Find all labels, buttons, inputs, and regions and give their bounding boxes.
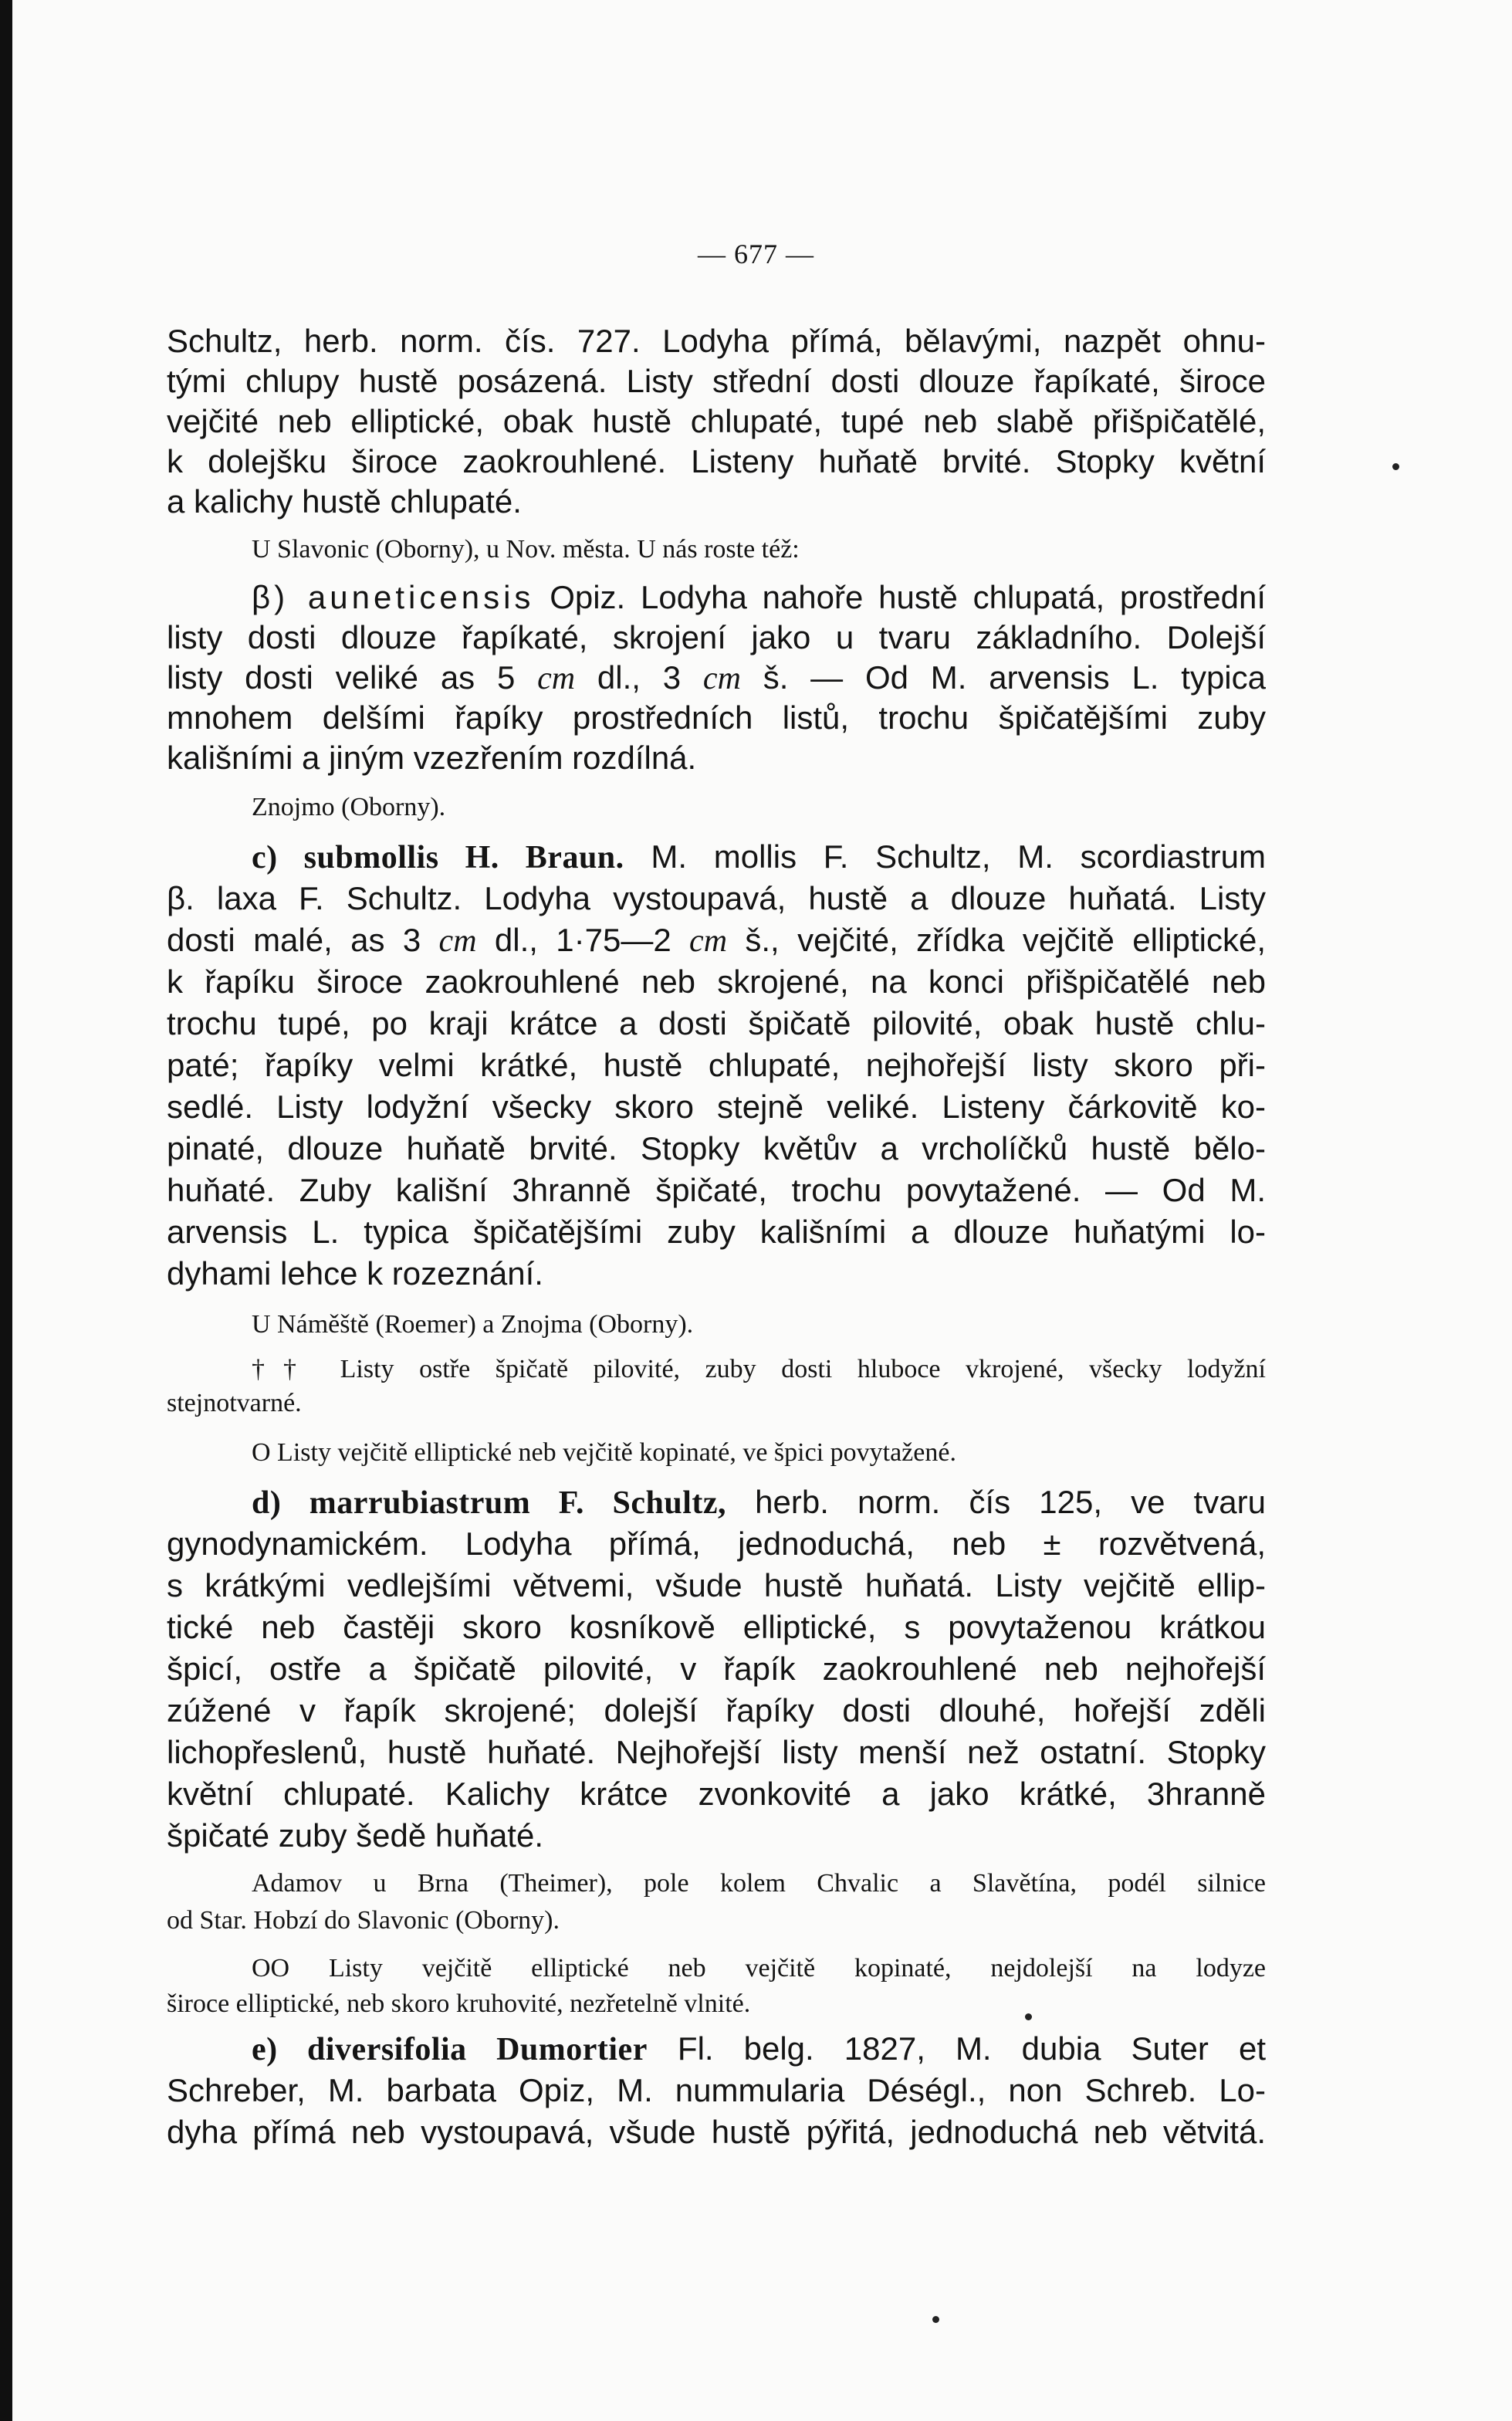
key-line: OO Listy vejčitě elliptické neb vejčitě kopinaté, nejdolejší na lodyze [252, 1954, 1266, 1983]
text-line: lichopřeslenů, hustě huňaté. Nejhořejší listy menší než ostatní. Stopky [167, 1734, 1266, 1770]
text-line: gynodynamickém. Lodyha přímá, jednoduchá, neb ± rozvětvená, [167, 1525, 1266, 1562]
text-line: arvensis L. typica špičatějšími zuby kališními a dlouze huňatými lo- [167, 1214, 1266, 1250]
text-line: listy dosti veliké as 5 cm dl., 3 cm š. — Od M. arvensis L. typica [167, 659, 1266, 696]
text-line: kališními a jiným vzezřením rozdílná. [167, 740, 697, 776]
text-line: květní chlupaté. Kalichy krátce zvonkovité a jako krátké, 3hranně [167, 1776, 1266, 1812]
text-line: pinaté, dlouze huňatě brvité. Stopky květův a vrcholíčků hustě bělo- [167, 1130, 1266, 1166]
page-number: — 677 — [698, 239, 814, 269]
text-line: Schreber, M. barbata Opiz, M. nummularia Déségl., non Schreb. Lo- [167, 2072, 1266, 2108]
scan-speck [1025, 2013, 1032, 2020]
locality-line: Adamov u Brna (Theimer), pole kolem Chvalic a Slavětína, podél silnice [252, 1869, 1266, 1898]
locality-line: od Star. Hobzí do Slavonic (Oborny). [167, 1906, 560, 1935]
locality-line: Znojmo (Oborny). [252, 793, 446, 821]
scan-speck [1392, 463, 1399, 470]
text-line: zúžené v řapík skrojené; dolejší řapíky dosti dlouhé, hořejší zděli [167, 1692, 1266, 1729]
heading-name: e) diversifolia Dumortier [252, 2032, 648, 2067]
text-line: k dolejšku široce zaokrouhlené. Listeny huňatě brvité. Stopky květní [167, 443, 1266, 479]
text-line: špicí, ostře a špičatě pilovité, v řapík zaokrouhlené neb nejhořejší [167, 1651, 1266, 1687]
variety-e-heading: e) diversifolia Dumortier Fl. belg. 1827, M. dubia Suter et [252, 2030, 1266, 2067]
text-line: tické neb častěji skoro kosníkově elliptické, s povytaženou krátkou [167, 1609, 1266, 1645]
heading-name: β) auneticensis [252, 579, 535, 615]
text-line: s krátkými vedlejšími větvemi, všude hustě huňatá. Listy vejčitě ellip- [167, 1567, 1266, 1603]
key-line: stejnotvarné. [167, 1389, 302, 1417]
text-line: trochu tupé, po kraji krátce a dosti špičatě pilovité, obak hustě chlu- [167, 1005, 1266, 1041]
locality-line: U Náměště (Roemer) a Znojma (Oborny). [252, 1310, 694, 1339]
text-line: dyha přímá neb vystoupavá, všude hustě pýřitá, jednoduchá neb větvitá. [167, 2114, 1266, 2150]
text-line: k řapíku široce zaokrouhlené neb skrojené, na konci přišpičatělé neb [167, 963, 1266, 1000]
text-line: a kalichy hustě chlupaté. [167, 483, 522, 520]
key-line: †† Listy ostře špičatě pilovité, zuby dosti hluboce vkrojené, všecky lodyžní [252, 1355, 1266, 1383]
text-line: vejčité neb elliptické, obak hustě chlupaté, tupé neb slabě přišpičatělé, [167, 403, 1266, 439]
locality-line: U Slavonic (Oborny), u Nov. města. U nás roste též: [252, 535, 800, 564]
text-line: huňaté. Zuby kališní 3hranně špičaté, trochu povytažené. — Od M. [167, 1172, 1266, 1208]
text-line: β. laxa F. Schultz. Lodyha vystoupavá, hustě a dlouze huňatá. Listy [167, 880, 1266, 916]
heading-name: c) submollis H. Braun. [252, 840, 624, 875]
text-line: mnohem delšími řapíky prostředních listů, trochu špičatějšími zuby [167, 699, 1266, 736]
text-line: špičaté zuby šedě huňaté. [167, 1817, 544, 1854]
text-line: listy dosti dlouze řapíkaté, skrojení jako u tvaru základního. Dolejší [167, 619, 1266, 655]
variety-d-heading: d) marrubiastrum F. Schultz, herb. norm. čís 125, ve tvaru [252, 1484, 1267, 1521]
variety-beta-line: β) auneticensis Opiz. Lodyha nahoře hustě chlupatá, prostřední [252, 579, 1267, 615]
text-line: tými chlupy hustě posázená. Listy střední dosti dlouze řapíkaté, široce [167, 363, 1266, 399]
heading-name: d) marrubiastrum F. Schultz, [252, 1485, 727, 1521]
scan-edge [0, 0, 12, 2421]
text-line: sedlé. Listy lodyžní všecky skoro stejně veliké. Listeny čárkovitě ko- [167, 1089, 1266, 1125]
text-line: Schultz, herb. norm. čís. 727. Lodyha přímá, bělavými, nazpět ohnu- [167, 323, 1266, 359]
key-line: O Listy vejčitě elliptické neb vejčitě kopinaté, ve špici povytažené. [252, 1438, 956, 1467]
text-line: dosti malé, as 3 cm dl., 1·75—2 cm š., vejčité, zřídka vejčitě elliptické, [167, 922, 1266, 959]
key-line: široce elliptické, neb skoro kruhovité, nezřetelně vlnité. [167, 1989, 751, 2018]
text-line: dyhami lehce k rozeznání. [167, 1255, 543, 1292]
text-line: paté; řapíky velmi krátké, hustě chlupaté, nejhořejší listy skoro při- [167, 1047, 1266, 1083]
variety-c-heading: c) submollis H. Braun. M. mollis F. Schultz, M. scordiastrum [252, 838, 1266, 875]
scan-speck [932, 2316, 939, 2323]
